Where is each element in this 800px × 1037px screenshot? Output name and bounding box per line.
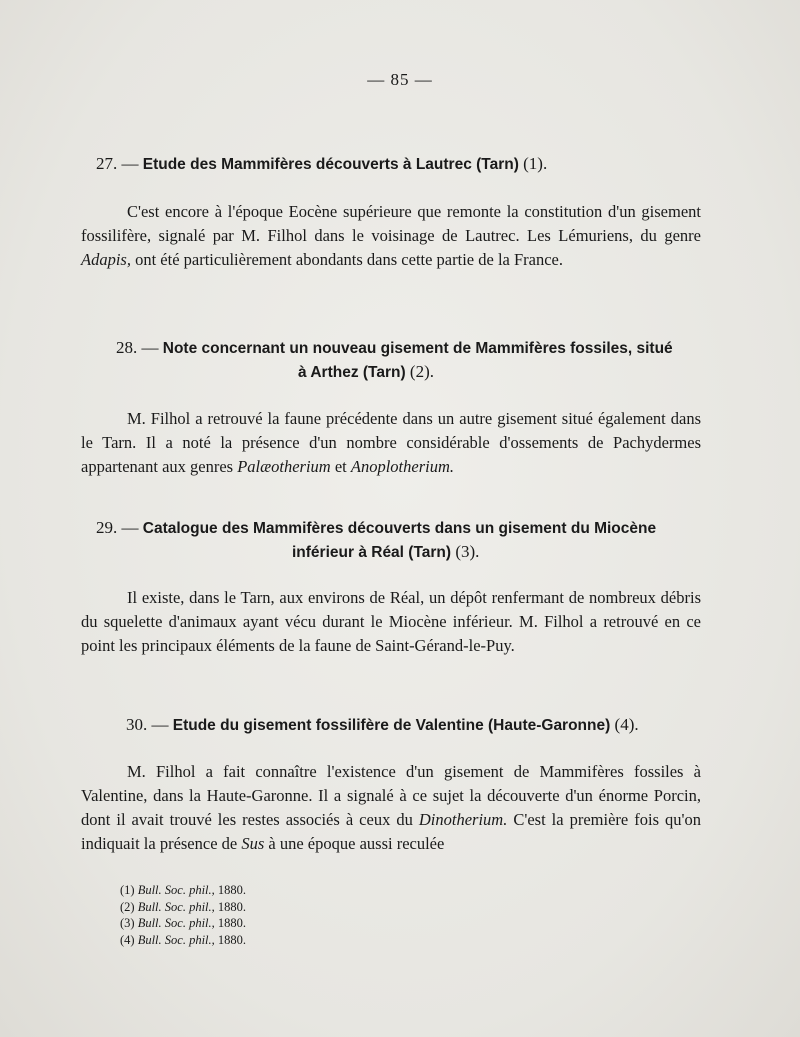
section-heading-27: [96, 152, 547, 177]
section-paragraph-29: Il existe, dans le Tarn, aux environs de Réal, un dépôt renfermant de nombreux débris du squelette d'animaux ayant vécu durant le Miocène inférieur. M. Filhol a retrouvé en ce point les principaux éléments de la faune de Saint-Gérand-le-Puy.: [81, 588, 701, 655]
section-paragraph-28: M. Filhol a retrouvé la faune précédente dans un autre gisement situé également dans le Tarn. Il a noté la présence d'un nombre considérable d'ossements de Pachydermes appartenant aux genres Palæotherium et Anoplotherium.: [81, 409, 701, 476]
section-number: 27. —: [96, 154, 139, 173]
footnote-ref: (4).: [614, 715, 639, 734]
section-title: Note concernant un nouveau gisement de Mammifères fossiles, situé: [162, 340, 673, 357]
section-heading-28: [116, 336, 673, 361]
section-title-line2: inférieur à Réal (Tarn): [292, 544, 452, 561]
section-paragraph-30: M. Filhol a fait connaître l'existence d'un gisement de Mammifères fossiles à Valentine, dans la Haute-Garonne. Il a signalé à ce sujet la découverte d'un énorme Porcin, dont il avait trouvé les restes associés à ceux du Dinotherium. C'est la première fois qu'on indiquait la présence de Sus à une époque aussi reculée: [81, 762, 701, 853]
section-heading-29: [96, 516, 656, 541]
footnote: (1) Bull. Soc. phil., 1880.: [120, 883, 247, 897]
section-number: 30. —: [126, 715, 169, 734]
footnote-ref: (1).: [523, 154, 548, 173]
page-number: — 85 —: [367, 70, 433, 89]
footnotes: [120, 882, 246, 948]
section-number: 29. —: [96, 518, 139, 537]
footnote-ref: (2).: [409, 362, 434, 381]
section-title: Etude du gisement fossilifère de Valentine (Haute-Garonne): [172, 717, 611, 734]
section-title: Etude des Mammifères découverts à Lautrec (Tarn): [142, 156, 519, 173]
section-title: Catalogue des Mammifères découverts dans un gisement du Miocène: [142, 520, 657, 537]
section-number: 28. —: [116, 338, 159, 357]
section-heading-29-line2: [292, 540, 479, 565]
footnote: (2) Bull. Soc. phil., 1880.: [120, 899, 247, 914]
footnote: (4) Bull. Soc. phil., 1880.: [120, 932, 247, 947]
section-heading-28-line2: [298, 360, 434, 385]
footnote: (3) Bull. Soc. phil., 1880.: [120, 916, 247, 930]
section-title-line2: à Arthez (Tarn): [298, 364, 406, 381]
section-heading-30: [126, 713, 639, 738]
section-paragraph-27: C'est encore à l'époque Eocène supérieure que remonte la constitution d'un gisement fossilifère, signalé par M. Filhol dans le voisinage de Lautrec. Les Lémuriens, du genre Adapis, ont été particulièrement abondants dans cette partie de la France.: [81, 202, 701, 269]
footnote-ref: (3).: [455, 542, 480, 561]
